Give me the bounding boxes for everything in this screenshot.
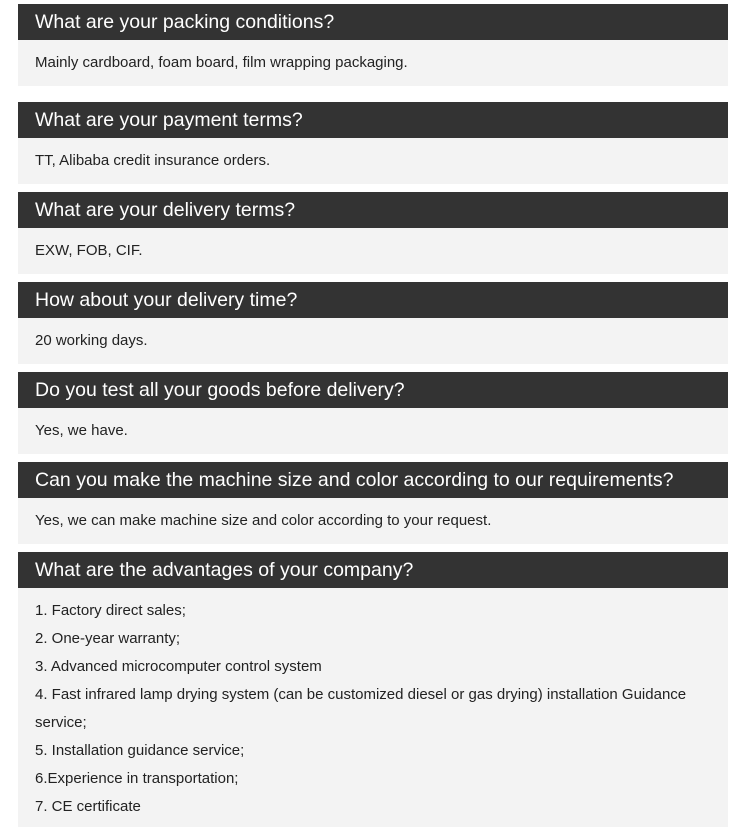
faq-answer: Yes, we can make machine size and color according to your request. [18, 498, 728, 544]
advantage-item: 6.Experience in transportation; [35, 770, 239, 787]
advantage-item: 5. Installation guidance service; [35, 742, 245, 759]
faq-delivery-time [18, 282, 728, 364]
advantage-item: 1. Factory direct sales; [35, 602, 186, 619]
faq-packing [18, 4, 728, 86]
advantage-item: 4. Fast infrared lamp drying system (can be customized diesel or gas drying) installation Guidance service; [35, 686, 687, 731]
faq-answer: Yes, we have. [18, 408, 728, 454]
faq-answer: 20 working days. [18, 318, 728, 364]
faq-question: What are your packing conditions? [18, 4, 728, 40]
faq-question: What are the advantages of your company? [18, 552, 728, 588]
faq-answer: Mainly cardboard, foam board, film wrapping packaging. [18, 40, 728, 86]
faq-question: How about your delivery time? [18, 282, 728, 318]
faq-question: What are your delivery terms? [18, 192, 728, 228]
faq-answer: EXW, FOB, CIF. [18, 228, 728, 274]
faq-testing [18, 372, 728, 454]
faq-delivery-terms [18, 192, 728, 274]
faq-question: Do you test all your goods before delivery? [18, 372, 728, 408]
faq-customization [18, 462, 728, 544]
faq-advantages [18, 552, 728, 827]
advantage-item: 2. One-year warranty; [35, 630, 181, 647]
faq-question: Can you make the machine size and color according to our requirements? [18, 462, 728, 498]
advantage-item: 7. CE certificate [35, 798, 141, 815]
faq-question: What are your payment terms? [18, 102, 728, 138]
advantage-item: 3. Advanced microcomputer control system [35, 658, 322, 675]
faq-answer: TT, Alibaba credit insurance orders. [18, 138, 728, 184]
faq-answer-list [18, 588, 728, 827]
faq-payment [18, 102, 728, 184]
